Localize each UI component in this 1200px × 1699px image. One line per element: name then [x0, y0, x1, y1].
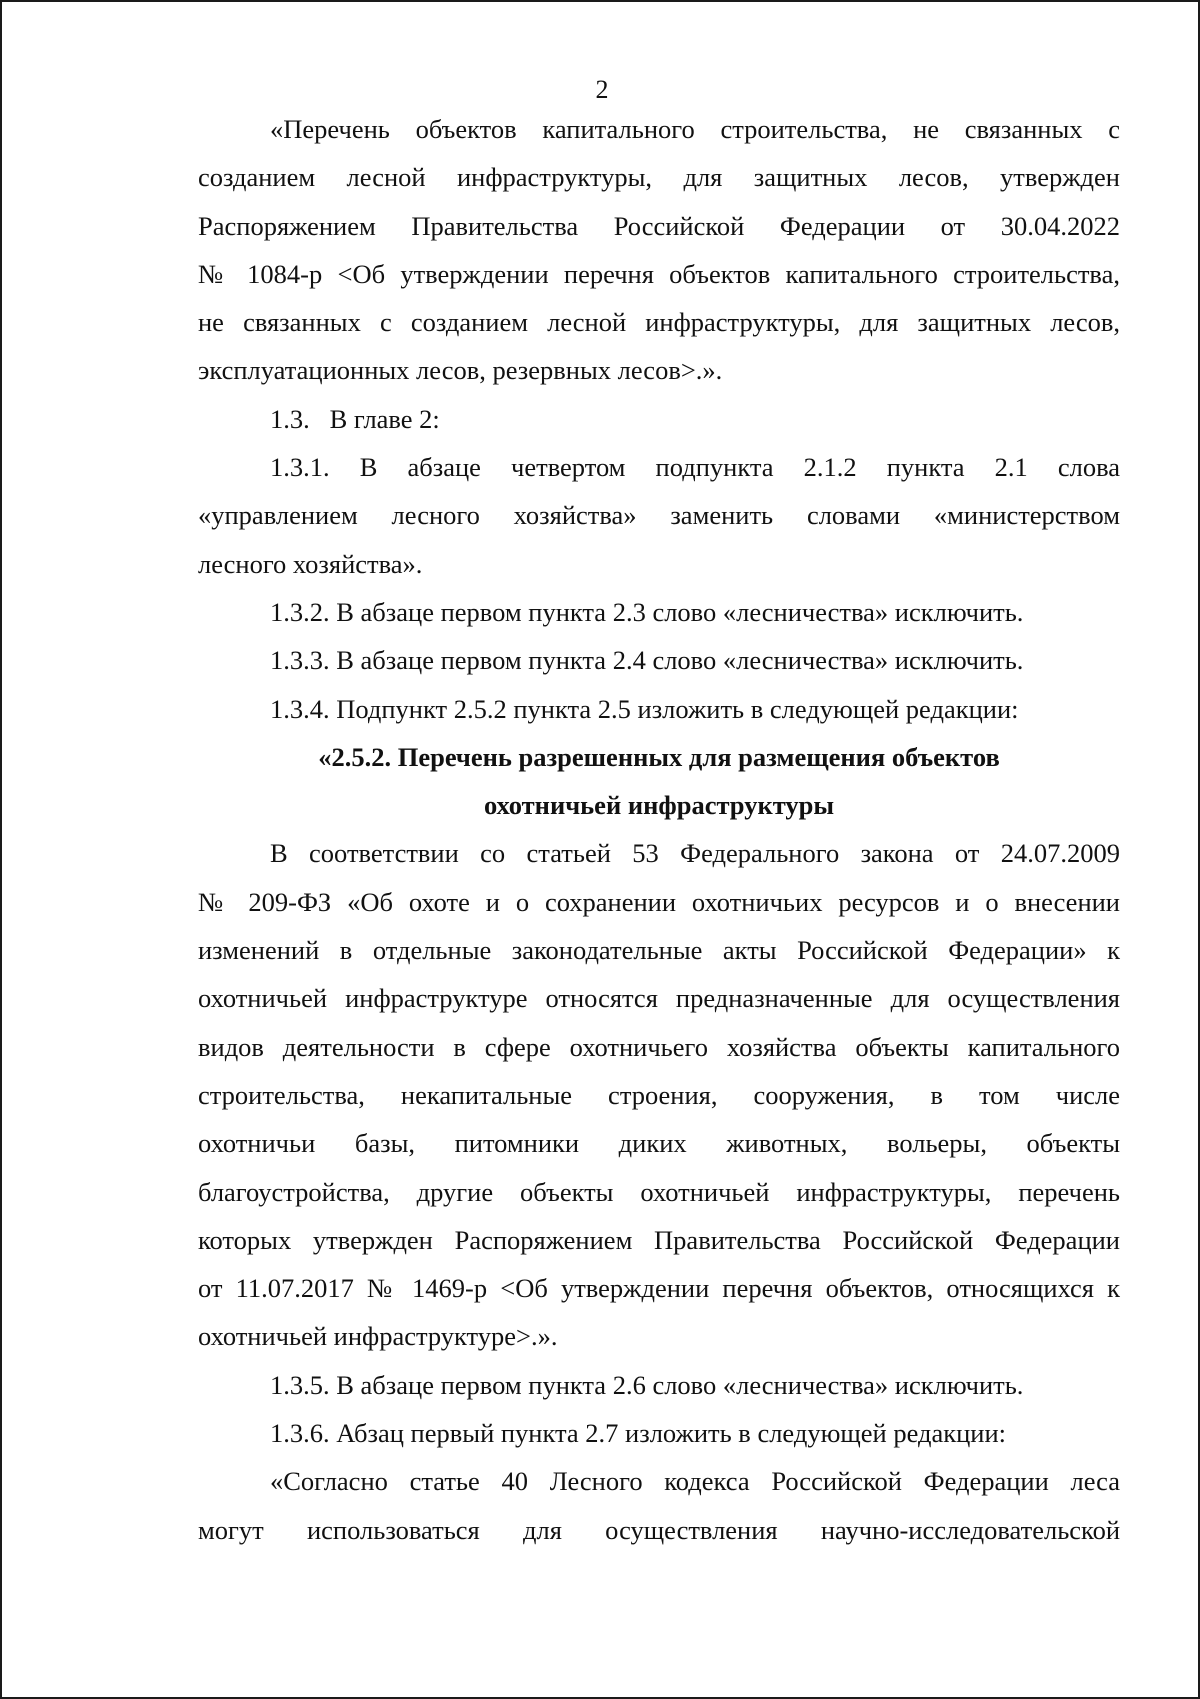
text-line: могут использоваться для осуществления научно-исследовательской: [198, 1514, 1120, 1545]
text-line: которых утвержден Распоряжением Правительства Российской Федерации: [198, 1224, 1120, 1255]
item-1-3-5: 1.3.5. В абзаце первом пункта 2.6 слово «лесничества» исключить.: [270, 1369, 1024, 1400]
heading-line: охотничьей инфраструктуры: [483, 790, 835, 821]
text-line: благоустройства, другие объекты охотничьей инфраструктуры, перечень: [198, 1176, 1120, 1207]
page-number: 2: [595, 75, 609, 104]
text-line: строительства, некапитальные строения, сооружения, в том числе: [198, 1079, 1120, 1110]
paragraph-hunting-infrastructure: [198, 829, 1120, 1360]
text-line: охотничьей инфраструктуре относятся предназначенные для осуществления: [198, 983, 1120, 1014]
item-1-3-1: [198, 443, 1120, 588]
text-line: видов деятельности в сфере охотничьего хозяйства объекты капитального: [198, 1031, 1120, 1062]
section-heading: [198, 733, 1120, 830]
text-line: № 209-ФЗ «Об охоте и о сохранении охотничьих ресурсов и о внесении: [198, 886, 1120, 917]
item-1-3: 1.3. В главе 2:: [270, 403, 440, 434]
item-1-3-3: 1.3.3. В абзаце первом пункта 2.4 слово «лесничества» исключить.: [270, 645, 1024, 676]
text-line: № 1084-р <Об утверждении перечня объектов капитального строительства,: [198, 258, 1120, 289]
text-line: Распоряжением Правительства Российской Федерации от 30.04.2022: [198, 210, 1120, 241]
text-line: охотничьей инфраструктуре>.».: [198, 1321, 558, 1352]
text-line: В соответствии со статьей 53 Федерального закона от 24.07.2009: [270, 838, 1120, 869]
text-line: 1.3.1. В абзаце четвертом подпункта 2.1.2 пункта 2.1 слова: [270, 452, 1120, 483]
text-line: от 11.07.2017 № 1469-р <Об утверждении перечня объектов, относящихся к: [198, 1273, 1120, 1304]
text-line: «управлением лесного хозяйства» заменить словами «министерством: [198, 500, 1120, 531]
item-1-3-6: 1.3.6. Абзац первый пункта 2.7 изложить в следующей редакции:: [270, 1418, 1007, 1449]
text-line: созданием лесной инфраструктуры, для защитных лесов, утвержден: [198, 162, 1120, 193]
document-body: [198, 105, 1120, 1554]
text-line: охотничьи базы, питомники диких животных, вольеры, объекты: [198, 1128, 1120, 1159]
text-line: изменений в отдельные законодательные акты Российской Федерации» к: [198, 935, 1120, 966]
text-line: «Перечень объектов капитального строительства, не связанных с: [270, 114, 1120, 144]
text-line: «Согласно статье 40 Лесного кодекса Российской Федерации леса: [270, 1466, 1120, 1497]
paragraph-quote-list: [198, 105, 1120, 395]
item-1-3-4: 1.3.4. Подпункт 2.5.2 пункта 2.5 изложить в следующей редакции:: [270, 693, 1019, 724]
heading-line: «2.5.2. Перечень разрешенных для размещения объектов: [318, 741, 1000, 772]
text-line: не связанных с созданием лесной инфраструктуры, для защитных лесов,: [198, 307, 1120, 338]
text-line: эксплуатационных лесов, резервных лесов>.».: [198, 355, 723, 386]
item-1-3-2: 1.3.2. В абзаце первом пункта 2.3 слово «лесничества» исключить.: [270, 596, 1024, 627]
paragraph-quote-2-7: [198, 1457, 1120, 1554]
text-line: лесного хозяйства».: [198, 548, 423, 579]
